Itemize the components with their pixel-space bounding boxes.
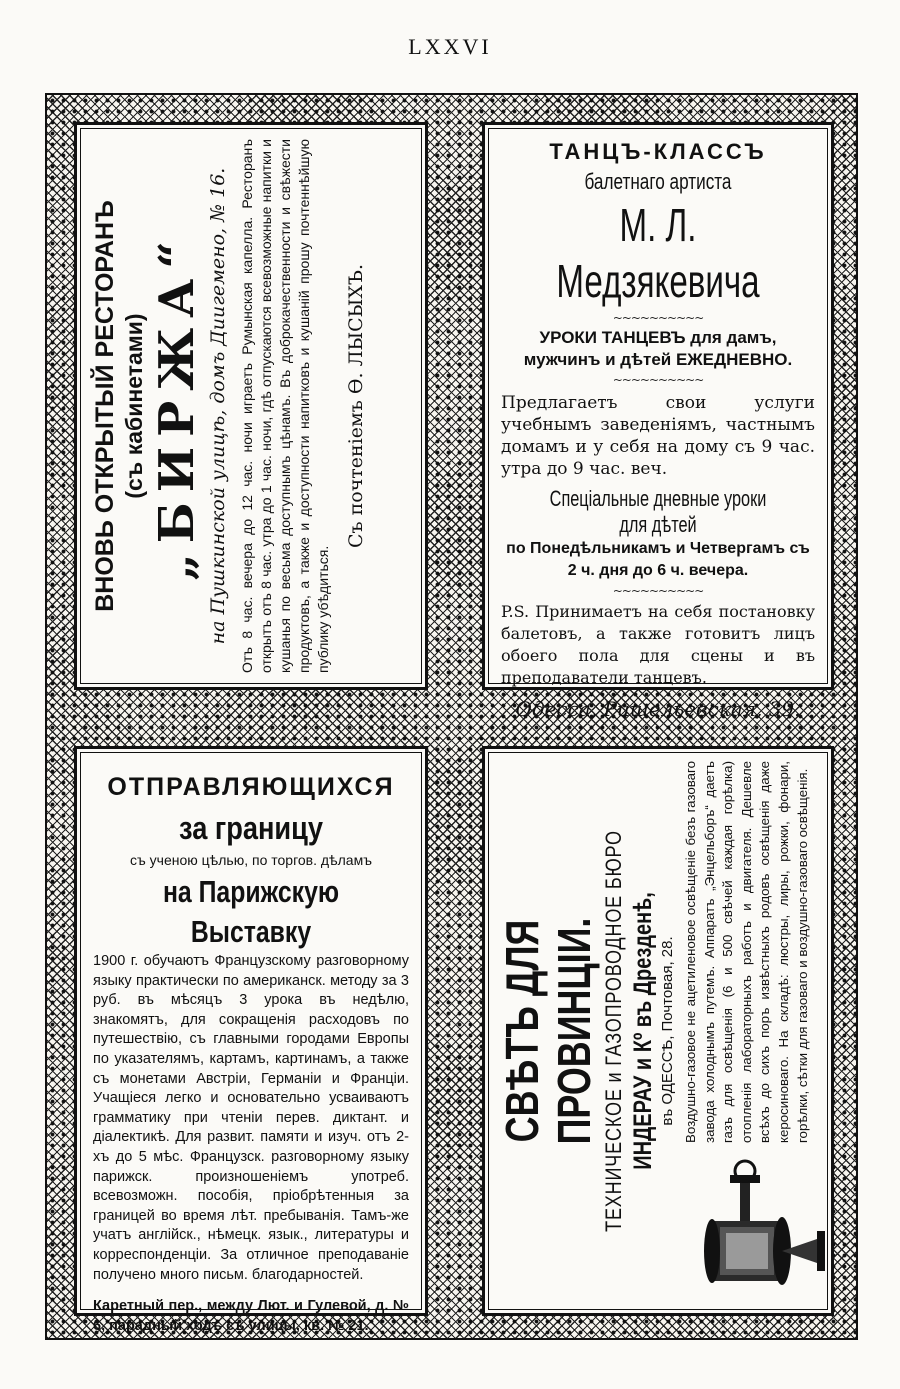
dance-offer: Предлагаетъ свои услуги учебнымъ заведеніямъ, частнымъ домамъ и у себя на дому съ 9 час. утра до 9 час. веч. [501,393,815,479]
ad-gas-lighting-content [488,755,828,1307]
restaurant-subheading: (съ кабинетами) [121,313,147,499]
ad-restaurant [74,122,428,690]
restaurant-address: на Пушкинской улицѣ, домъ Диигемено, № 16. [207,167,229,645]
paris-heading-2: за границу [179,810,323,846]
restaurant-body: Отъ 8 час. вечера до 12 час. ночи играетъ Румынская капелла. Ресторанъ открытъ отъ 8 час. утра до 1 час. ночи, гдѣ отпускаются всевозможные напитки и кушанья по весьма доступнымъ цѣнамъ. Въ доброкачественности и свѣжести продуктовъ, а также и доступности напитковъ и кушаній прошу почтеннѣйшую публику убѣдиться. [239,139,331,673]
ad-dance-class [482,122,834,721]
ad-restaurant-content [80,131,422,681]
dance-address: Одесса, Ришельевская, 39. [515,697,801,721]
light-company-name: ИНДЕРАУ и Кº въ Дрезденѣ, [629,892,657,1170]
paris-heading: ОТПРАВЛЯЮЩИХСЯ [107,773,395,801]
dance-lessons: УРОКИ ТАНЦЕВЪ для дамъ, мужчинъ и дѣтей ЕЖЕДНЕВНО. [523,328,793,369]
paris-heading-3: на Парижскую Выставку [162,874,340,949]
dance-ps: P.S. Принимаетъ на себя постановку балетовъ, а также готовитъ лицъ обоего пола для сцены и въ преподаватели танцевъ. [501,602,815,687]
paris-address: Каретный пер., между Лют. и Гулевой, д. № 6, парадный ходъ съ улицы, кв. № 21. [93,1298,409,1334]
ad-gas-lighting [482,746,834,1316]
dance-subtitle: балетнаго артиста [584,169,732,194]
light-body: Воздушно-газовое не ацетиленовое освѣщеніе безъ газоваго завода холоднымъ путемъ. Аппаратъ „Энцельборъ“ даетъ газъ для освѣщенія (6 и 500 свѣчей каждая горѣлка) отопленія лабораторныхъ работъ и двигателя. Дешевле всѣхъ до сихъ поръ извѣстныхъ родовъ освѣщенія даже керосиноваго. На складѣ: люстры, лиры, рожки, фонари, горѣлки, сѣтки для газоваго и воздушно-газоваго освѣщенія. [683,761,810,1143]
gas-lamp-icon [682,1151,836,1301]
light-city: въ ОДЕССѢ, Почтовая, 28. [659,936,676,1126]
light-subtitle: ТЕХНИЧЕСКОЕ и ГАЗОПРОВОДНОЕ БЮРО [601,830,626,1232]
divider-ornament: ~~~~~~~~~~ [612,584,704,598]
ad-paris-lessons [74,746,428,1334]
paris-line: съ ученою цѣлью, по торгов. дѣламъ [130,852,372,868]
ornamental-frame [45,93,858,1340]
dance-days: по Понедѣльникамъ и Четвергамъ съ 2 ч. дня до 6 ч. вечера. [506,540,810,579]
restaurant-signature: Съ почтеніемъ Ѳ. ЛЫСЫХЪ. [345,263,367,549]
dance-title: ТАНЦЪ-КЛАССЪ [549,139,767,164]
restaurant-name: „БИРЖА“ [149,231,205,581]
dance-special: Спеціальные дневные уроки для дѣтей [549,486,767,537]
dance-teacher-name: М. Л. Медзякевича [556,199,760,307]
page-number: LXXVI [408,34,492,59]
restaurant-heading: ВНОВЬ ОТКРЫТЫЙ РЕСТОРАНЪ [91,200,119,612]
divider-ornament: ~~~~~~~~~~ [612,311,704,325]
paris-body: 1900 г. обучаютъ Французскому разговорному языку практически по американск. методу за 3 руб. въ мѣсяцъ 3 урока въ недѣлю, знакомятъ, для сокращенія расходовъ по путешествію, съ главными городами Европы по указателямъ, картамъ, картинамъ, а также съ монетами Австріи, Германіи и Франціи. Учащіеся легко и основательно усваиваютъ грамматику при чтеніи перев. диктант. и діалектикѣ. Для развит. памяти и изуч. отъ 2-хъ до 5 мѣс. Французск. разговорному языку парижск. произношеніемъ употреб. всевозможн. пособія, пріобрѣтенныя за границей во время лѣт. пребыванія. Тамъ-же учатъ англійск., нѣмецк. язык., литературы и корреспонденціи. За отличное преподаваніе получено много письм. благодарностей. [93,953,409,1283]
divider-ornament: ~~~~~~~~~~ [612,373,704,387]
light-title: СВѢТЪ ДЛЯ ПРОВИНЦІИ. [496,917,600,1145]
